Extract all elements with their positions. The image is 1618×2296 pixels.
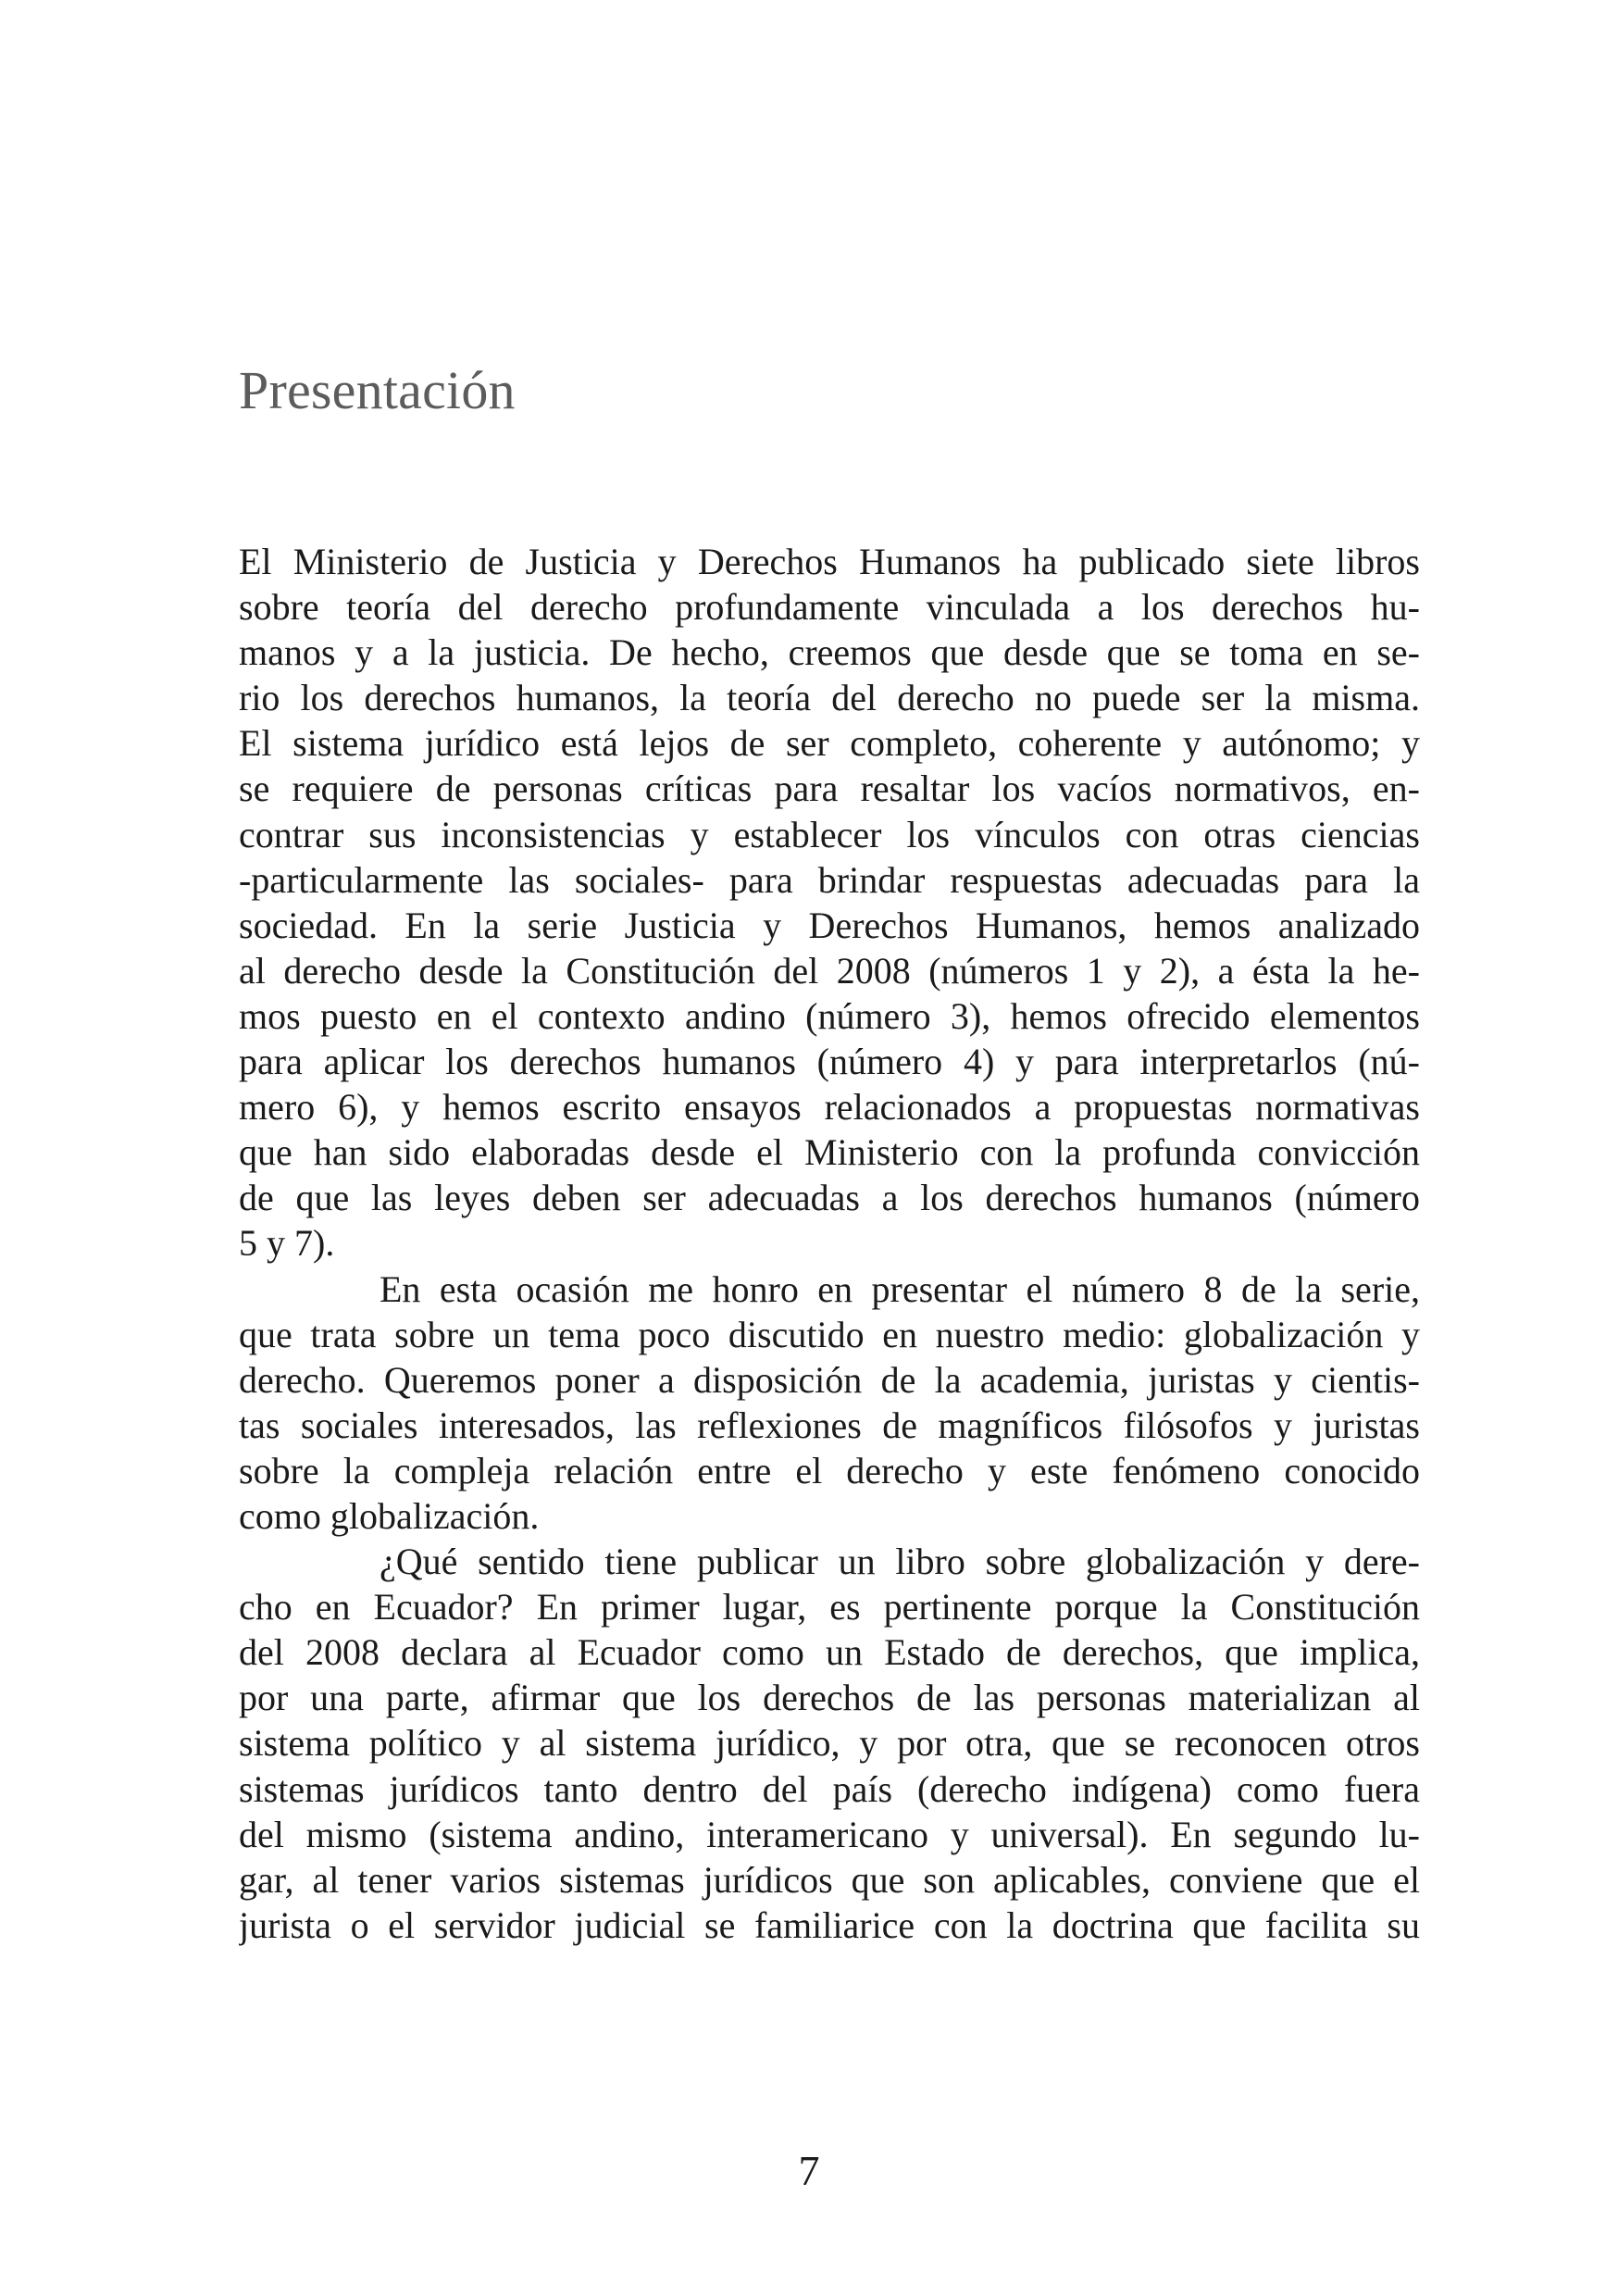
text-line: por una parte, afirmar que los derechos de las personas materializan al bbox=[239, 1677, 1420, 1719]
text-line: sistemas jurídicos tanto dentro del país (derecho indígena) como fuera bbox=[239, 1767, 1420, 1810]
text-line: -particularmente las sociales- para brindar respuestas adecuadas para la bbox=[239, 858, 1420, 901]
text-line: sociedad. En la serie Justicia y Derechos Humanos, hemos analizado bbox=[239, 904, 1420, 946]
text-line: al derecho desde la Constitución del 2008 (números 1 y 2), a ésta la he- bbox=[239, 949, 1420, 992]
text-line: rio los derechos humanos, la teoría del derecho no puede ser la misma. bbox=[239, 677, 1420, 719]
text-line: sistema político y al sistema jurídico, y por otra, que se reconocen otros bbox=[239, 1722, 1420, 1765]
body-text bbox=[239, 539, 1420, 1948]
text-line: El sistema jurídico está lejos de ser completo, coherente y autónomo; y bbox=[239, 722, 1420, 765]
text-line: sobre teoría del derecho profundamente vinculada a los derechos hu- bbox=[239, 586, 1420, 629]
text-line: del 2008 declara al Ecuador como un Estado de derechos, que implica, bbox=[239, 1631, 1420, 1674]
text-line: sobre la compleja relación entre el derecho y este fenómeno conocido bbox=[239, 1449, 1420, 1491]
text-line: 5 y 7). bbox=[239, 1222, 335, 1265]
text-line: jurista o el servidor judicial se familiarice con la doctrina que facilita su bbox=[239, 1903, 1420, 1946]
text-line: como globalización. bbox=[239, 1494, 540, 1537]
text-line: que trata sobre un tema poco discutido en nuestro medio: globalización y bbox=[239, 1313, 1420, 1355]
text-line: En esta ocasión me honro en presentar el número 8 de la serie, bbox=[380, 1267, 1420, 1310]
text-line: de que las leyes deben ser adecuadas a los derechos humanos (número bbox=[239, 1177, 1420, 1219]
text-line: cho en Ecuador? En primer lugar, es pertinente porque la Constitución bbox=[239, 1586, 1420, 1628]
text-line: El Ministerio de Justicia y Derechos Humanos ha publicado siete libros bbox=[239, 541, 1420, 582]
text-line: gar, al tener varios sistemas jurídicos que son aplicables, conviene que el bbox=[239, 1858, 1420, 1901]
page-number: 7 bbox=[798, 2147, 820, 2194]
text-line: derecho. Queremos poner a disposición de la academia, juristas y cientis- bbox=[239, 1358, 1420, 1401]
text-line: tas sociales interesados, las reflexiones de magníficos filósofos y juristas bbox=[239, 1404, 1420, 1446]
section-title: Presentación bbox=[239, 360, 516, 420]
text-line: se requiere de personas críticas para resaltar los vacíos normativos, en- bbox=[239, 767, 1420, 810]
text-line: contrar sus inconsistencias y establecer los vínculos con otras ciencias bbox=[239, 813, 1420, 855]
text-line: manos y a la justicia. De hecho, creemos que desde que se toma en se- bbox=[239, 631, 1420, 674]
text-line: del mismo (sistema andino, interamericano y universal). En segundo lu- bbox=[239, 1813, 1420, 1855]
text-line: que han sido elaboradas desde el Ministerio con la profunda convicción bbox=[239, 1131, 1420, 1174]
text-line: mos puesto en el contexto andino (número 3), hemos ofrecido elementos bbox=[239, 994, 1420, 1037]
text-line: mero 6), y hemos escrito ensayos relacionados a propuestas normativas bbox=[239, 1086, 1420, 1129]
text-line: para aplicar los derechos humanos (número 4) y para interpretarlos (nú- bbox=[239, 1041, 1420, 1083]
text-line: ¿Qué sentido tiene publicar un libro sobre globalización y dere- bbox=[380, 1541, 1420, 1583]
